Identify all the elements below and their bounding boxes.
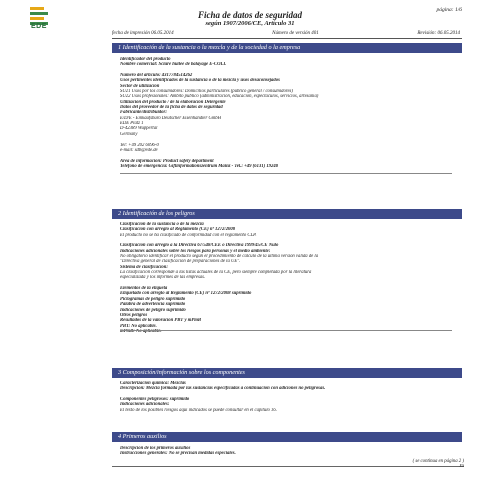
- section-1-divider: [120, 173, 452, 174]
- text-line: El texto de los posibles riesgos aquí indicados se puede consultar en el capítulo 16.: [120, 407, 277, 413]
- text-line: Utilización del producto / de la elaboración Detergente: [120, 99, 226, 105]
- text-line: Clasificación de la sustancia o de la mezcla: [120, 222, 204, 227]
- version-number: Número de versión 401: [272, 31, 319, 36]
- text-line: Indicaciones adicionales:: [120, 402, 170, 408]
- revision-date: Revisión: 06.05.2014: [417, 31, 460, 36]
- text-line: D-42389 Wuppertal: [120, 126, 158, 132]
- text-line: Usos pertinentes identificados de la sustancia o de la mezcla y usos desaconsejados: [120, 78, 280, 84]
- text-line: e-mail: sdb@ede.de: [120, 147, 158, 153]
- section-1-body: [120, 57, 455, 169]
- footer-divider: [112, 466, 464, 467]
- language-tag: ES: [459, 463, 464, 468]
- text-line: Germany: [120, 131, 138, 137]
- text-line: Datos del proveedor de la ficha de datos de seguridad: [120, 105, 223, 111]
- continue-note: ( se continua en página 2 ): [412, 459, 464, 464]
- text-line: EDE Platz 1: [120, 121, 144, 127]
- section-3-body: [120, 381, 455, 413]
- text-line: Fabricante/distribuidor:: [120, 110, 167, 116]
- section-4-body: [120, 446, 455, 457]
- document-subtitle: según 1907/2006/CE, Artículo 31: [205, 20, 295, 27]
- text-line: SU21 Usos por los consumidores: Domicilios particulares (público general / consumidores): [120, 89, 293, 95]
- text-line: Palabra de advertencia suprimido: [120, 302, 186, 308]
- text-line: Descripción de los primeros auxilios: [120, 446, 191, 451]
- document-title: Ficha de datos de seguridad: [197, 10, 302, 20]
- text-line: La clasificación corresponde a las listas actuales de la CE, pero siempre completada por la literatura: [120, 270, 312, 276]
- text-line: especializada y los informes de las empresas.: [120, 275, 206, 281]
- document-meta: [112, 31, 460, 36]
- text-line: Sector de utilización: [120, 83, 160, 89]
- text-line: SU22 Usos profesionales: Ámbito público (administración, educación, espectáculos, servicios, artesanía): [120, 94, 319, 100]
- text-line: Caracterización química: Mezclas: [120, 381, 186, 386]
- logo-text: EDE: [31, 23, 47, 30]
- text-line: Número del artículo: 4317784514262: [120, 73, 193, 79]
- section-2-heading: 2 Identificación de los peligros: [112, 209, 462, 219]
- text-line: No obligatorio identificar el producto según el procedimiento de cálculo de la última versión válida de la: [120, 254, 319, 260]
- text-line: E/D/E - Einkaufsbüro Deutscher Eisenhändler GmbH: [120, 115, 221, 121]
- section-3-heading: 3 Composición/información sobre los componentes: [112, 368, 462, 378]
- text-line: Nombre comercial: Sciure huilée de balayage E-COLL: [120, 62, 227, 68]
- section-4-heading: 4 Primeros auxilios: [112, 432, 462, 442]
- text-line: Área de información: Product safety department: [120, 158, 214, 164]
- text-line: PBT: No aplicable.: [120, 323, 157, 329]
- text-line: Etiquetado con arreglo al Reglamento (CE) nº 1272/2008 suprimido: [120, 291, 252, 297]
- text-line: El producto no se ha clasificado de conformidad con el reglamento CLP.: [120, 232, 257, 238]
- text-line: Resultados de la valoración PBT y mPmB: [120, 318, 201, 324]
- section-2-body: [120, 222, 455, 334]
- text-line: Instrucciones generales: No se precisan medidas especiales.: [120, 451, 236, 457]
- section-1-heading: 1 Identificación de la sustancia o la mezcla y de la sociedad o la empresa: [112, 43, 462, 53]
- text-line: Clasificación con arreglo al Reglamento (CE) nº 1272/2008: [120, 227, 236, 233]
- text-line: Sistema de clasificación:: [120, 264, 168, 270]
- text-line: mPmB: No aplicable.: [120, 328, 162, 334]
- text-line: Teléfono de emergencia: Giftinformationszentrum Mainz - Tel.: +49 (6131) 19240: [120, 163, 279, 169]
- text-line: Indicaciones de peligro suprimido: [120, 307, 186, 313]
- text-line: Tel: +49 202 6096-0: [120, 142, 159, 148]
- text-line: Componentes peligrosos: suprimido: [120, 397, 190, 403]
- text-line: Indicaciones adicionales sobre los riesgos para personas y el medio ambiente:: [120, 248, 271, 254]
- section-2-divider: [120, 330, 452, 331]
- header-divider: [112, 38, 462, 39]
- text-line: Otros peligros: [120, 312, 148, 318]
- text-line: Pictogramas de peligro suprimido: [120, 296, 186, 302]
- text-line: Elementos de la etiqueta: [120, 286, 168, 292]
- text-line: Identificador del producto: [120, 57, 171, 62]
- text-line: Descripción: Mezcla formada por las sustancias especificadas a continuación con adiciones no peligrosas.: [120, 386, 326, 392]
- text-line: "Directiva general de clasificación de preparaciones de la UE".: [120, 259, 241, 265]
- text-line: Clasificación con arreglo a la Directiva 67/548/CEE o Directiva 1999/45/CE Nulo: [120, 243, 279, 249]
- page-number: página: 1/6: [436, 7, 462, 13]
- print-date: fecha de impresión 06.05.2014: [112, 31, 174, 36]
